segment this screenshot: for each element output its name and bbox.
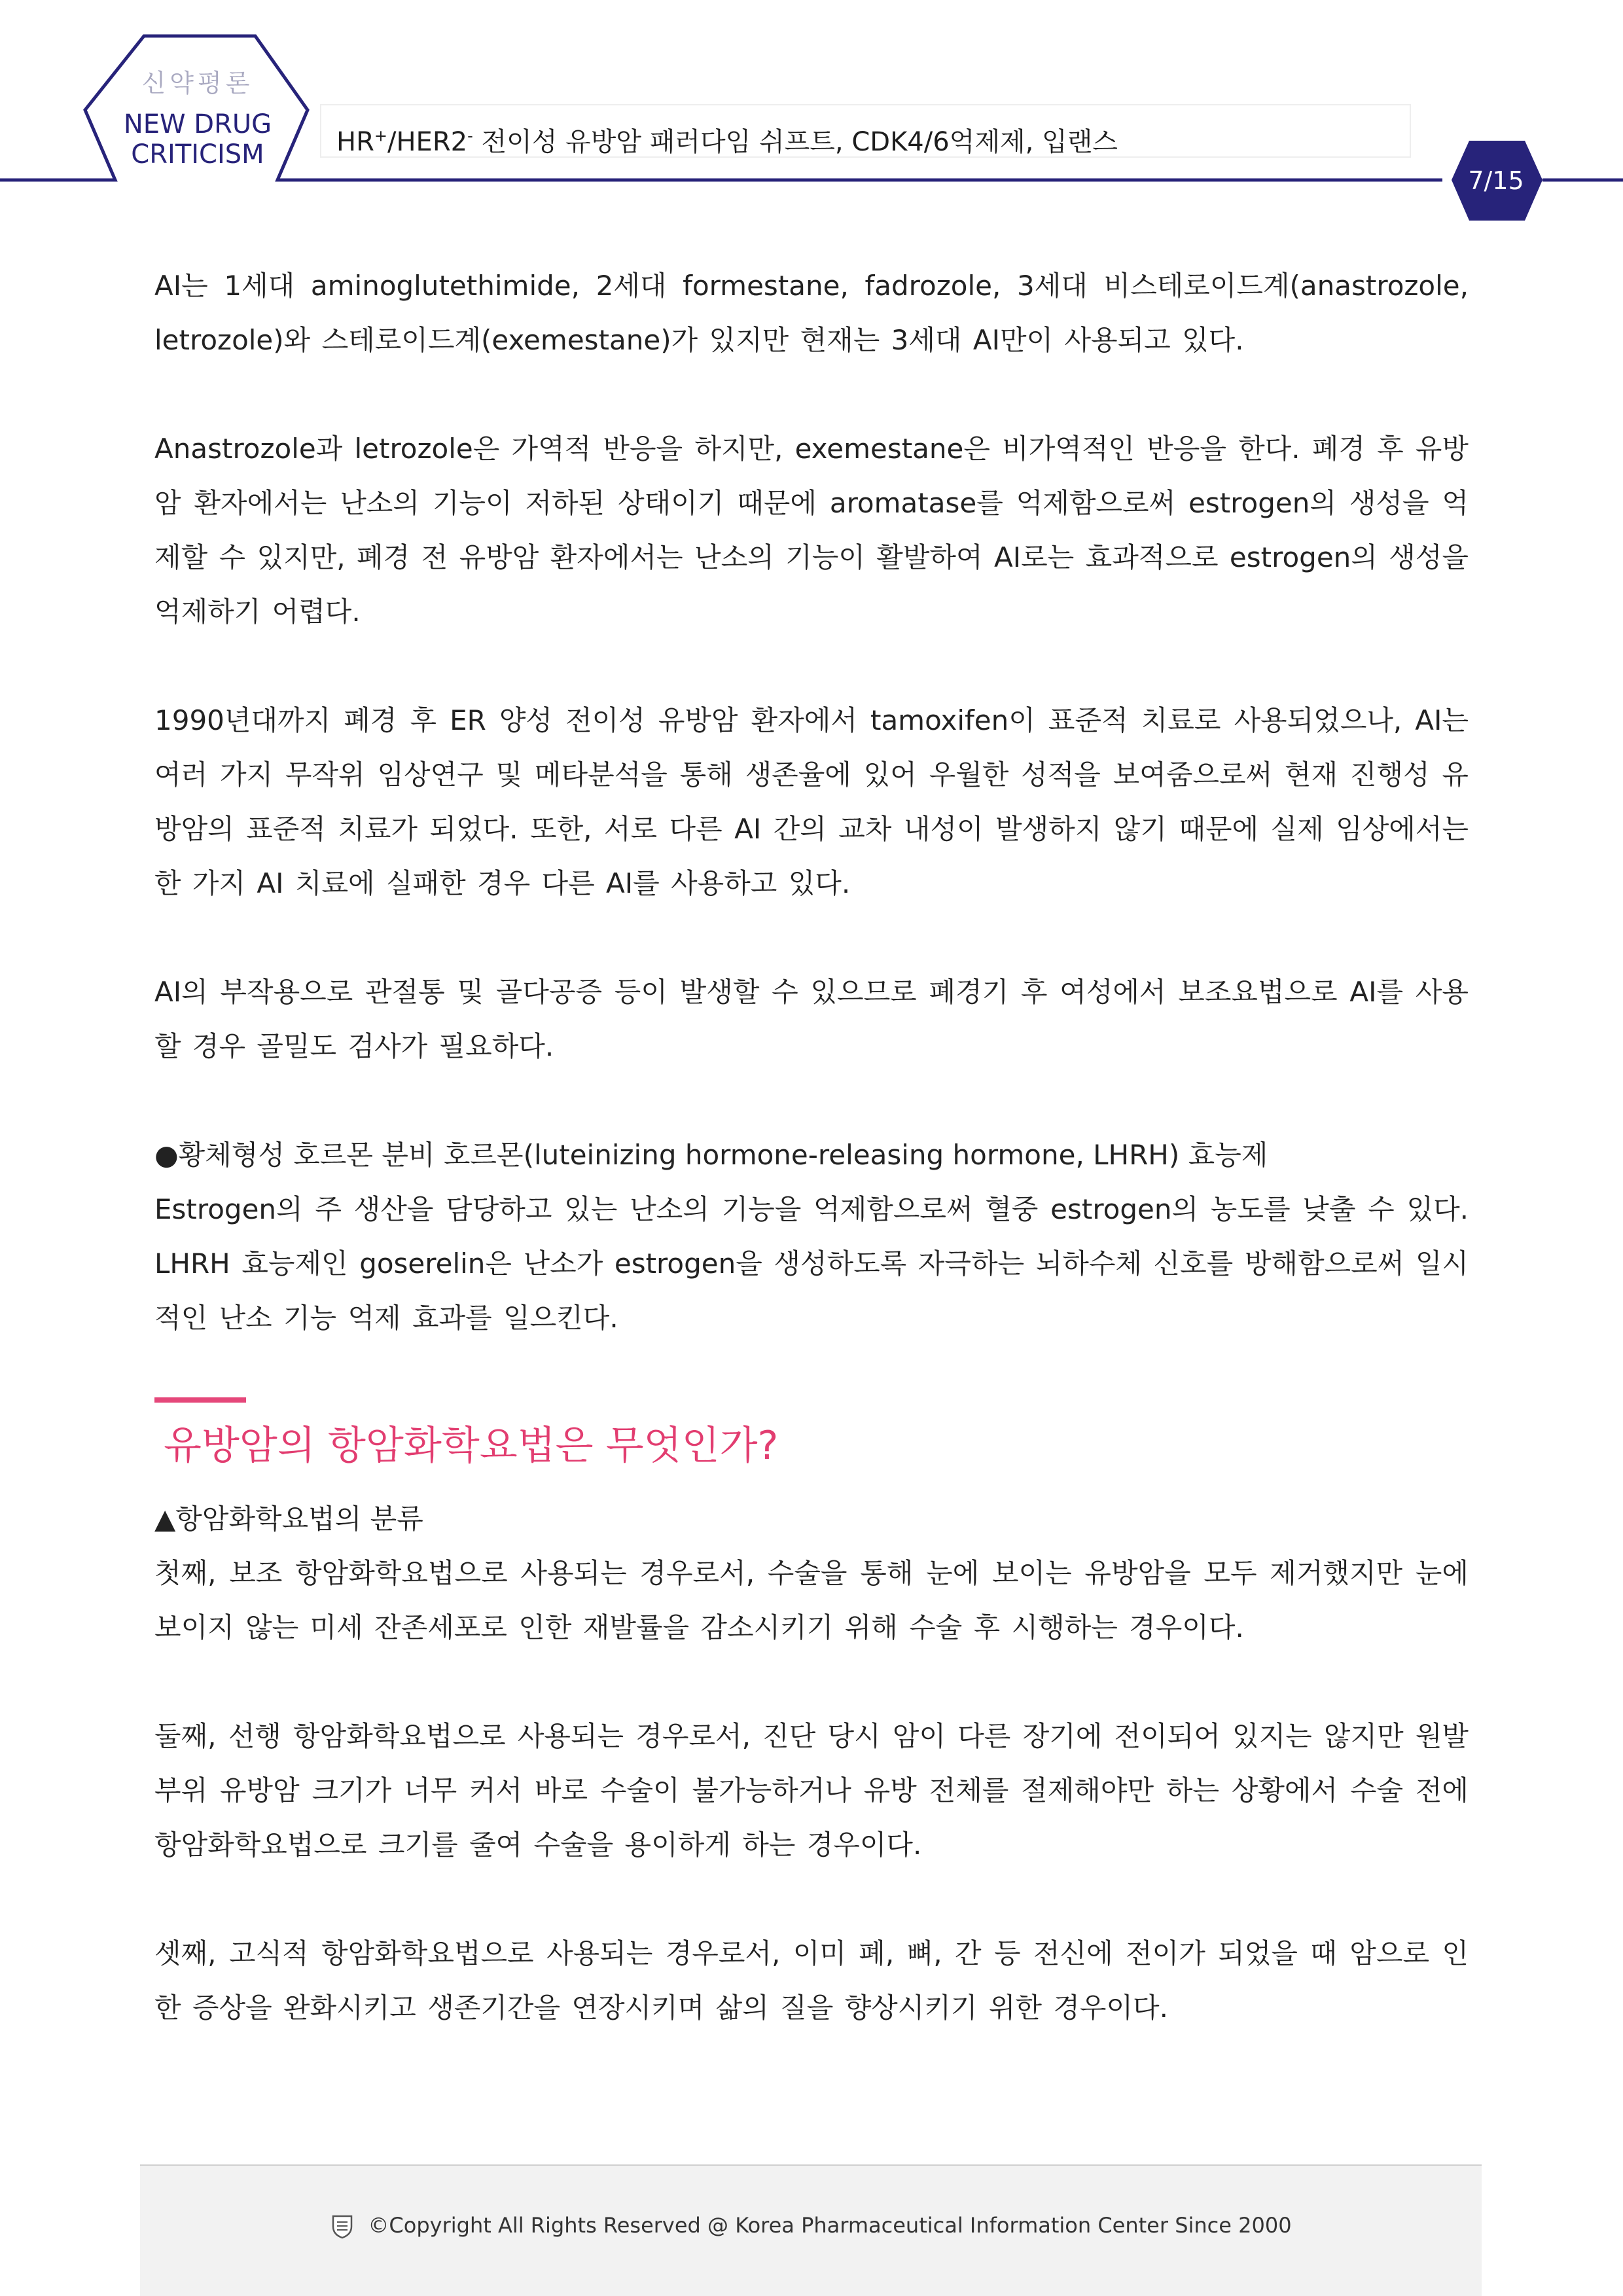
page-number: 7/15	[1468, 166, 1524, 195]
footer	[0, 2213, 1623, 2239]
paragraph-ai-side-effects: AI의 부작용으로 관절통 및 골다공증 등이 발생할 수 있으므로 폐경기 후 여성에서 보조요법으로 AI를 사용할 경우 골밀도 검사가 필요하다.	[154, 976, 1469, 1062]
paragraph-ai-generations: AI는 1세대 aminoglutethimide, 2세대 formestane, fadrozole, 3세대 비스테로이드계(anastrozole, letrozole)와 스테로이드계(exemestane)가 있지만 현재는 3세대 AI만이 사용되고 있다.	[154, 270, 1469, 356]
logo-korean: 신약평론	[141, 69, 254, 98]
shield-icon	[331, 2214, 353, 2239]
paragraph-lhrh: Estrogen의 주 생산을 담당하고 있는 난소의 기능을 억제함으로써 혈중 estrogen의 농도를 낮출 수 있다. LHRH 효능제인 goserelin은 난소가 estrogen을 생성하도록 자극하는 뇌하수체 신호를 방해함으로써 일시적인 난소 기능 억제 효과를 일으킨다.	[154, 1193, 1469, 1334]
classification-heading: ▲항암화학요법의 분류	[154, 1503, 423, 1535]
section-accent-bar	[154, 1397, 246, 1403]
logo-english-line1: NEW DRUG	[123, 109, 272, 139]
article-body	[154, 259, 1469, 2089]
copyright-text: ©Copyright All Rights Reserved @ Korea Pharmaceutical Information Center Since 2000	[368, 2213, 1292, 2238]
paragraph-adjuvant: 첫째, 보조 항암화학요법으로 사용되는 경우로서, 수술을 통해 눈에 보이는 유방암을 모두 제거했지만 눈에 보이지 않는 미세 잔존세포로 인한 재발률을 감소시키기 위해 수술 후 시행하는 경우이다.	[154, 1557, 1469, 1643]
section-title: 유방암의 항암화학요법은 무엇인가?	[164, 1423, 779, 1469]
logo-english-line2: CRITICISM	[131, 139, 264, 170]
lhrh-heading: ●황체형성 호르몬 분비 호르몬(luteinizing hormone-releasing hormone, LHRH) 효능제	[154, 1139, 1268, 1171]
header-title: HR+/HER2- 전이성 유방암 패러다임 쉬프트, CDK4/6억제제, 입랜스	[336, 126, 1118, 157]
paragraph-ai-reversibility: Anastrozole과 letrozole은 가역적 반응을 하지만, exemestane은 비가역적인 반응을 한다. 폐경 후 유방암 환자에서는 난소의 기능이 저하된 상태이기 때문에 aromatase를 억제함으로써 estrogen의 생성을 억제할 수 있지만, 폐경 전 유방암 환자에서는 난소의 기능이 활발하여 AI로는 효과적으로 estrogen의 생성을 억제하기 어렵다.	[154, 433, 1469, 628]
paragraph-ai-standard-therapy: 1990년대까지 폐경 후 ER 양성 전이성 유방암 환자에서 tamoxifen이 표준적 치료로 사용되었으나, AI는 여러 가지 무작위 임상연구 및 메타분석을 통해 생존율에 있어 우월한 성적을 보여줌으로써 현재 진행성 유방암의 표준적 치료가 되었다. 또한, 서로 다른 AI 간의 교차 내성이 발생하지 않기 때문에 실제 임상에서는 한 가지 AI 치료에 실패한 경우 다른 AI를 사용하고 있다.	[154, 704, 1469, 899]
paragraph-neoadjuvant: 둘째, 선행 항암화학요법으로 사용되는 경우로서, 진단 당시 암이 다른 장기에 전이되어 있지는 않지만 원발 부위 유방암 크기가 너무 커서 바로 수술이 불가능하거나 유방 전체를 절제해야만 하는 상황에서 수술 전에 항암화학요법으로 크기를 줄여 수술을 용이하게 하는 경우이다.	[154, 1720, 1469, 1861]
paragraph-palliative: 셋째, 고식적 항암화학요법으로 사용되는 경우로서, 이미 폐, 뼈, 간 등 전신에 전이가 되었을 때 암으로 인한 증상을 완화시키고 생존기간을 연장시키며 삶의 질을 향상시키기 위한 경우이다.	[154, 1937, 1469, 2024]
